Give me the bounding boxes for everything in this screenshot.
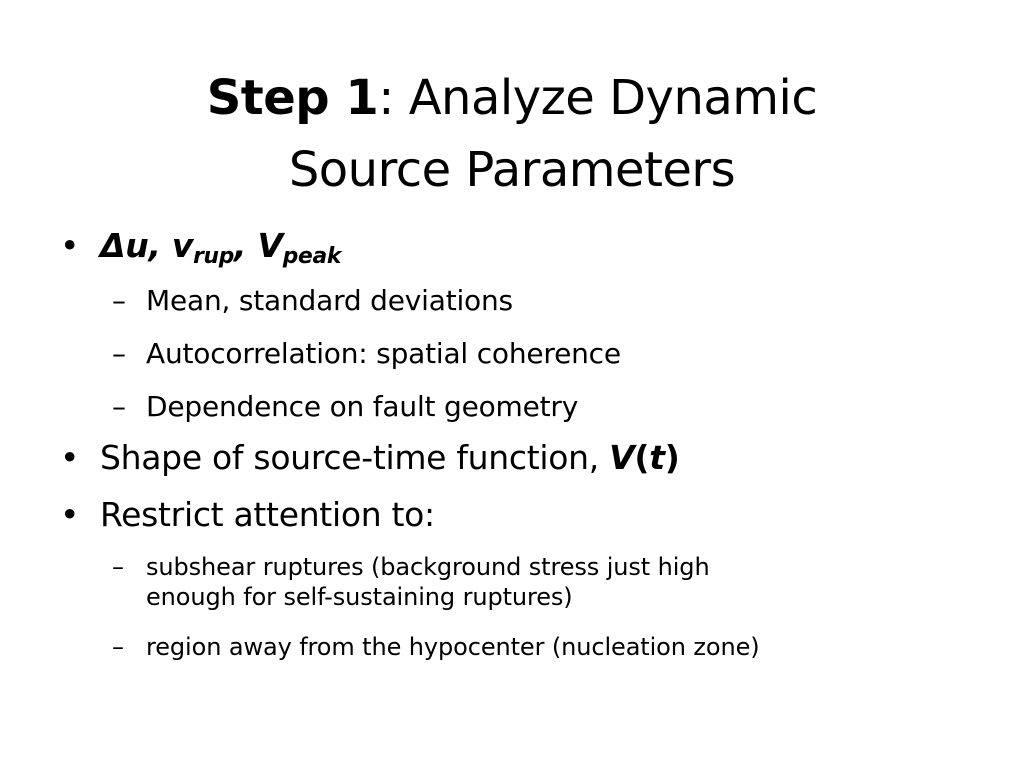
dash-marker: – bbox=[112, 553, 124, 581]
paren-open: ( bbox=[634, 438, 650, 477]
var-v: v bbox=[171, 226, 194, 265]
sub-item-text: Mean, standard deviations bbox=[146, 284, 513, 317]
delta-symbol: Δ bbox=[100, 226, 126, 265]
slide-title bbox=[0, 62, 1024, 206]
sub-item-line-1: subshear ruptures (background stress just high bbox=[146, 553, 710, 581]
bullet-text bbox=[100, 438, 679, 478]
bullet-text-plain: Shape of source-time function, bbox=[100, 438, 610, 477]
separator: , bbox=[148, 226, 172, 265]
bullet-marker: • bbox=[60, 495, 80, 534]
var-u: u bbox=[125, 226, 149, 265]
dash-marker: – bbox=[112, 390, 126, 423]
dash-marker: – bbox=[112, 633, 124, 661]
title-rest: : Analyze Dynamic bbox=[378, 70, 818, 126]
bullet-text: Restrict attention to: bbox=[100, 495, 435, 534]
var-V: V bbox=[609, 438, 635, 477]
separator: , bbox=[234, 226, 258, 265]
dash-marker: – bbox=[112, 337, 126, 370]
paren-close: ) bbox=[664, 438, 680, 477]
title-step-label: Step 1 bbox=[206, 70, 379, 126]
title-line-2: Source Parameters bbox=[288, 142, 736, 198]
sub-item-text: Autocorrelation: spatial coherence bbox=[146, 337, 621, 370]
bullet-marker: • bbox=[60, 438, 80, 477]
sub-item-text: region away from the hypocenter (nucleation zone) bbox=[146, 633, 760, 661]
sub-item-text: Dependence on fault geometry bbox=[146, 390, 579, 423]
subscript-peak: peak bbox=[282, 244, 342, 270]
var-V: V bbox=[257, 226, 283, 265]
bullet-text bbox=[100, 226, 342, 270]
sub-item-line-2: enough for self-sustaining ruptures) bbox=[146, 583, 573, 611]
dash-marker: – bbox=[112, 284, 126, 317]
bullet-marker: • bbox=[60, 226, 80, 265]
subscript-rup: rup bbox=[193, 244, 235, 270]
sub-item-text bbox=[146, 552, 710, 612]
var-t: t bbox=[649, 438, 665, 477]
